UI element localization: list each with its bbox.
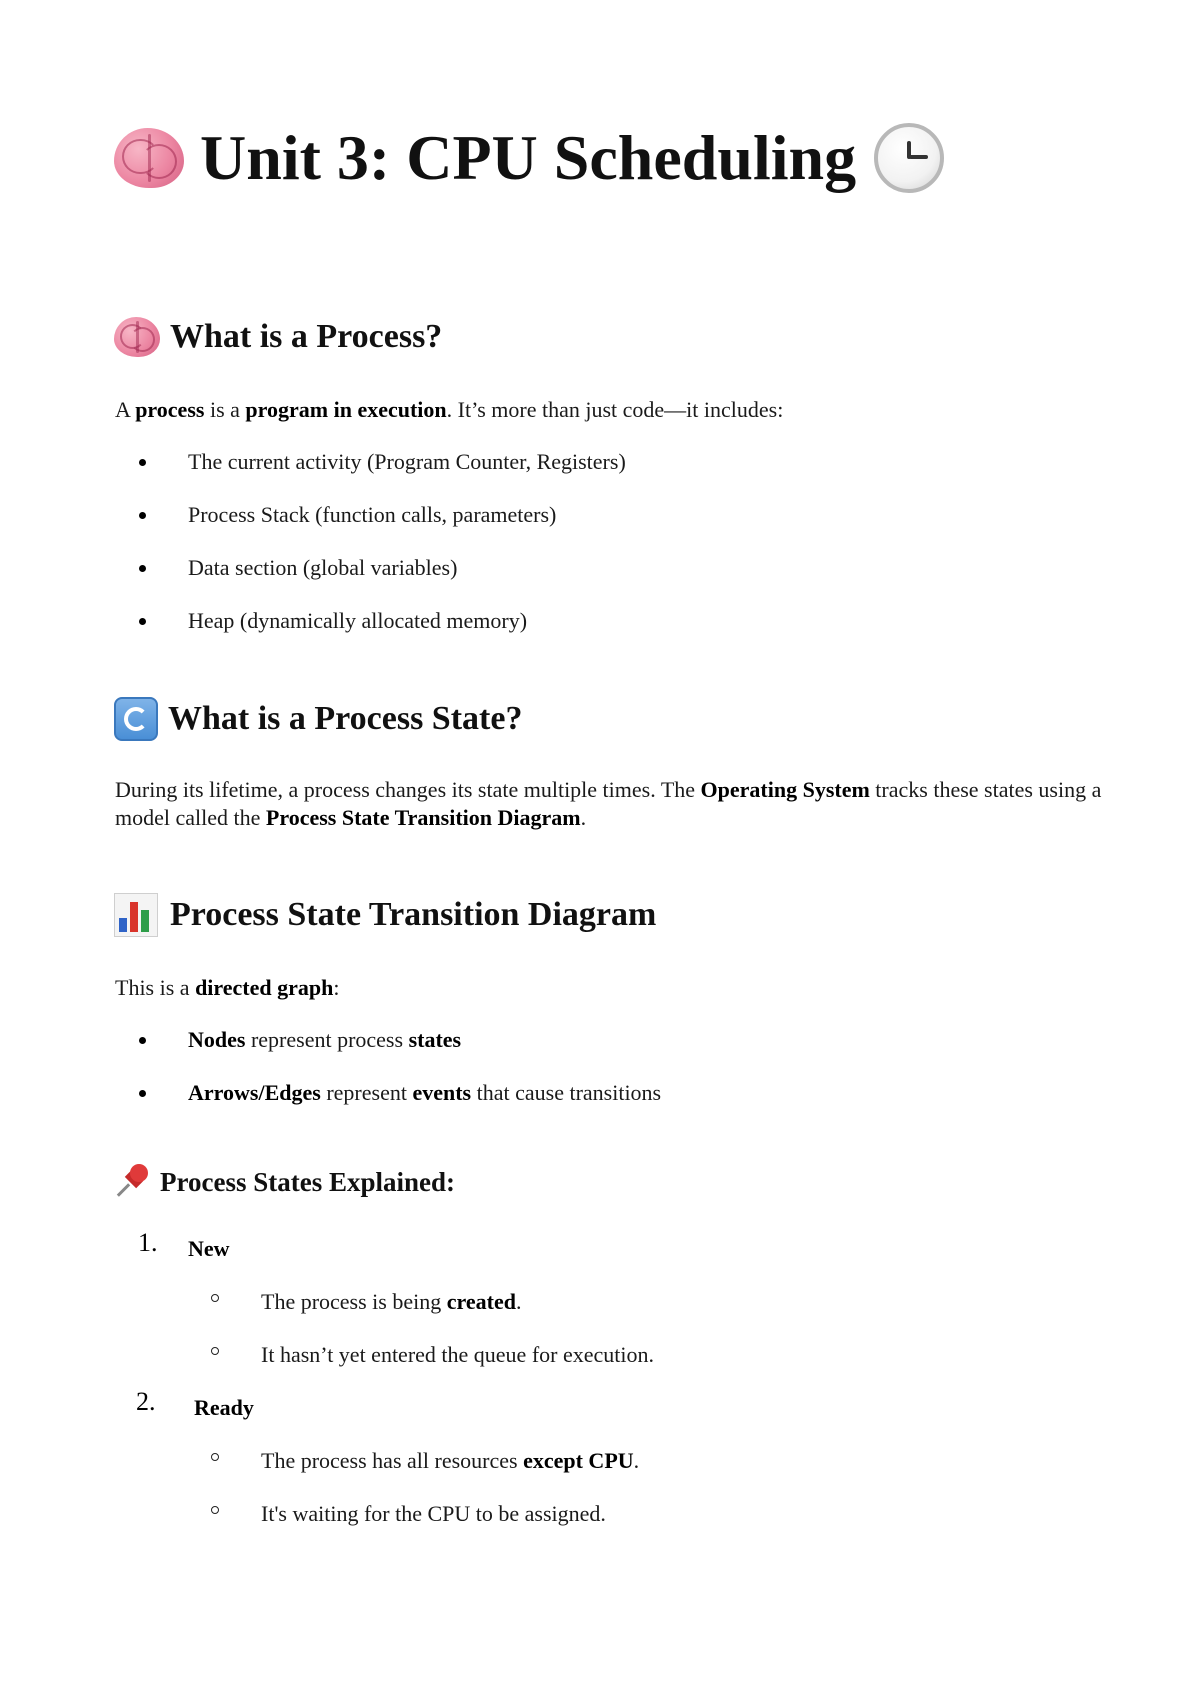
intro-text: :: [333, 975, 340, 1000]
list-item: Heap (dynamically allocated memory): [188, 608, 528, 633]
intro-bold-process: process: [135, 397, 205, 422]
list-item: [188, 1026, 461, 1054]
clock-icon: [874, 123, 944, 193]
diagram-intro: [115, 974, 340, 1002]
item-text: .: [515, 1289, 522, 1314]
heading-what-is-process: [114, 315, 442, 359]
item-text: The process has all resources: [261, 1448, 524, 1473]
item-text: .: [633, 1448, 640, 1473]
sub-bullet-circle: [211, 1506, 219, 1514]
brain-icon: [114, 317, 160, 357]
heading-states-explained-text: Process States Explained:: [160, 1167, 455, 1197]
pushpin-icon: [116, 1164, 152, 1200]
bold-arrows-edges: Arrows/Edges: [188, 1080, 321, 1105]
sub-bullet-circle: [211, 1453, 219, 1461]
list-number: 1.: [138, 1228, 158, 1257]
paragraph-bold-diagram: Process State Transition Diagram: [265, 805, 581, 830]
heading-states-explained: [116, 1164, 455, 1200]
bold-nodes: Nodes: [188, 1027, 246, 1052]
bold-states: states: [408, 1027, 462, 1052]
list-item: [188, 1079, 661, 1107]
page-title-text: Unit 3: CPU Scheduling: [200, 122, 857, 193]
bold-events: events: [412, 1080, 472, 1105]
bullet-dot: [139, 512, 146, 519]
paragraph-text: tracks these states using a model called the: [115, 777, 1102, 830]
intro-text: This is a: [115, 975, 196, 1000]
item-text: It hasn’t yet entered the queue for execution.: [261, 1342, 654, 1367]
sub-list-item: [261, 1341, 654, 1369]
heading-process-state: [114, 697, 522, 741]
sub-list-item: [261, 1447, 639, 1475]
bold-except-cpu: except CPU: [523, 1448, 634, 1473]
bullet-dot: [139, 565, 146, 572]
bar-chart-icon: [114, 893, 158, 937]
item-text: that cause transitions: [471, 1080, 662, 1105]
heading-process-state-text: What is a Process State?: [168, 700, 523, 737]
sub-bullet-circle: [211, 1294, 219, 1302]
sub-bullet-circle: [211, 1347, 219, 1355]
cycle-arrows-icon: [114, 697, 158, 741]
state-name-ready: Ready: [194, 1395, 254, 1420]
heading-what-is-process-text: What is a Process?: [170, 318, 443, 355]
bold-created: created: [446, 1289, 516, 1314]
paragraph-text: .: [580, 805, 587, 830]
intro-text: is a: [204, 397, 246, 422]
intro-bold-program: program in execution: [245, 397, 447, 422]
process-intro: [115, 396, 783, 424]
list-number: 2.: [136, 1387, 156, 1416]
item-text: represent process: [245, 1027, 409, 1052]
bullet-dot: [139, 618, 146, 625]
bullet-dot: [139, 459, 146, 466]
paragraph-text: During its lifetime, a process changes its state multiple times. The: [115, 777, 701, 802]
intro-text: A: [115, 397, 136, 422]
list-item: Process Stack (function calls, parameters): [188, 502, 557, 527]
heading-transition-diagram-text: Process State Transition Diagram: [170, 896, 657, 933]
bullet-dot: [139, 1037, 146, 1044]
item-text: The process is being: [261, 1289, 447, 1314]
list-item: The current activity (Program Counter, Registers): [188, 449, 626, 474]
state-name-new: New: [188, 1236, 230, 1261]
process-state-paragraph: [115, 776, 1105, 832]
heading-transition-diagram: [114, 893, 656, 937]
paragraph-bold-os: Operating System: [700, 777, 870, 802]
page-title: [114, 118, 944, 198]
sub-list-item: [261, 1500, 606, 1528]
item-text: It's waiting for the CPU to be assigned.: [261, 1501, 606, 1526]
sub-list-item: [261, 1288, 521, 1316]
list-item: Data section (global variables): [188, 555, 458, 580]
bullet-dot: [139, 1090, 146, 1097]
intro-text: . It’s more than just code—it includes:: [446, 397, 784, 422]
item-text: represent: [320, 1080, 413, 1105]
brain-icon: [114, 128, 184, 188]
intro-bold-directed-graph: directed graph: [195, 975, 334, 1000]
